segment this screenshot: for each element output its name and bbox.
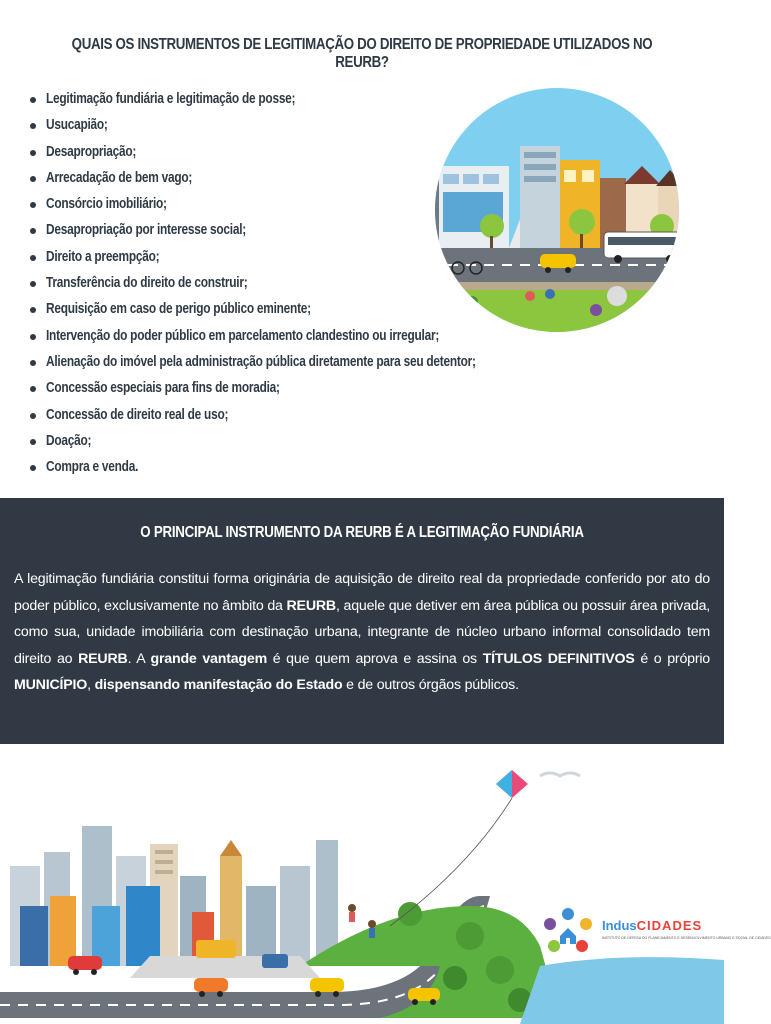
section-title: O PRINCIPAL INSTRUMENTO DA REURB É A LEGITIMAÇÃO FUNDIÁRIA (140, 524, 584, 541)
list-item: Requisição em caso de perigo público eminente; (28, 296, 570, 322)
page-title: QUAIS OS INSTRUMENTOS DE LEGITIMAÇÃO DO DIREITO DE PROPRIEDADE UTILIZADOS NO REURB? (71, 36, 653, 71)
list-item: Legitimação fundiária e legitimação de posse; (28, 86, 570, 112)
list-item: Desapropriação por interesse social; (28, 217, 570, 243)
city-illustration (412, 88, 702, 338)
list-item: Desapropriação; (28, 139, 570, 165)
list-item: Concessão de direito real de uso; (28, 402, 570, 428)
list-item: Usucapião; (28, 112, 570, 138)
logo-subtitle: INSTITUTO DE DEFESA DO PLANEJAMENTO E DESENVOLVIMENTO URBANO E SOCIAL DE CIDADES (602, 936, 771, 940)
list-item: Alienação do imóvel pela administração pública diretamente para seu detentor; (28, 349, 570, 375)
section-paragraph: A legitimação fundiária constitui forma originária de aquisição de direito real da propriedade conferido por ato do poder público, exclusivamente no âmbito da REURB, aquele que detiver em área pública ou possuir área privada, como sua, unidade imobiliária com destinação urbana, integrante de núcleo urbano informal consolidado tem direito ao REURB. A grande vantagem é que quem aprova e assina os TÍTULOS DEFINITIVOS é o próprio MUNICÍPIO, dispensando manifestação do Estado e de outros órgãos públicos. (14, 571, 711, 694)
list-item: Arrecadação de bem vago; (28, 165, 570, 191)
list-item: Doação; (28, 428, 570, 454)
cityscape-illustration (0, 756, 771, 1024)
list-item: Direito a preempção; (28, 244, 570, 270)
list-item: Intervenção do poder público em parcelamento clandestino ou irregular; (28, 323, 570, 349)
list-item: Compra e venda. (28, 454, 570, 480)
logo-wordmark: IndusCIDADES (602, 918, 703, 933)
list-item: Concessão especiais para fins de moradia; (28, 375, 570, 401)
list-item: Transferência do direito de construir; (28, 270, 570, 296)
list-item: Consórcio imobiliário; (28, 191, 570, 217)
